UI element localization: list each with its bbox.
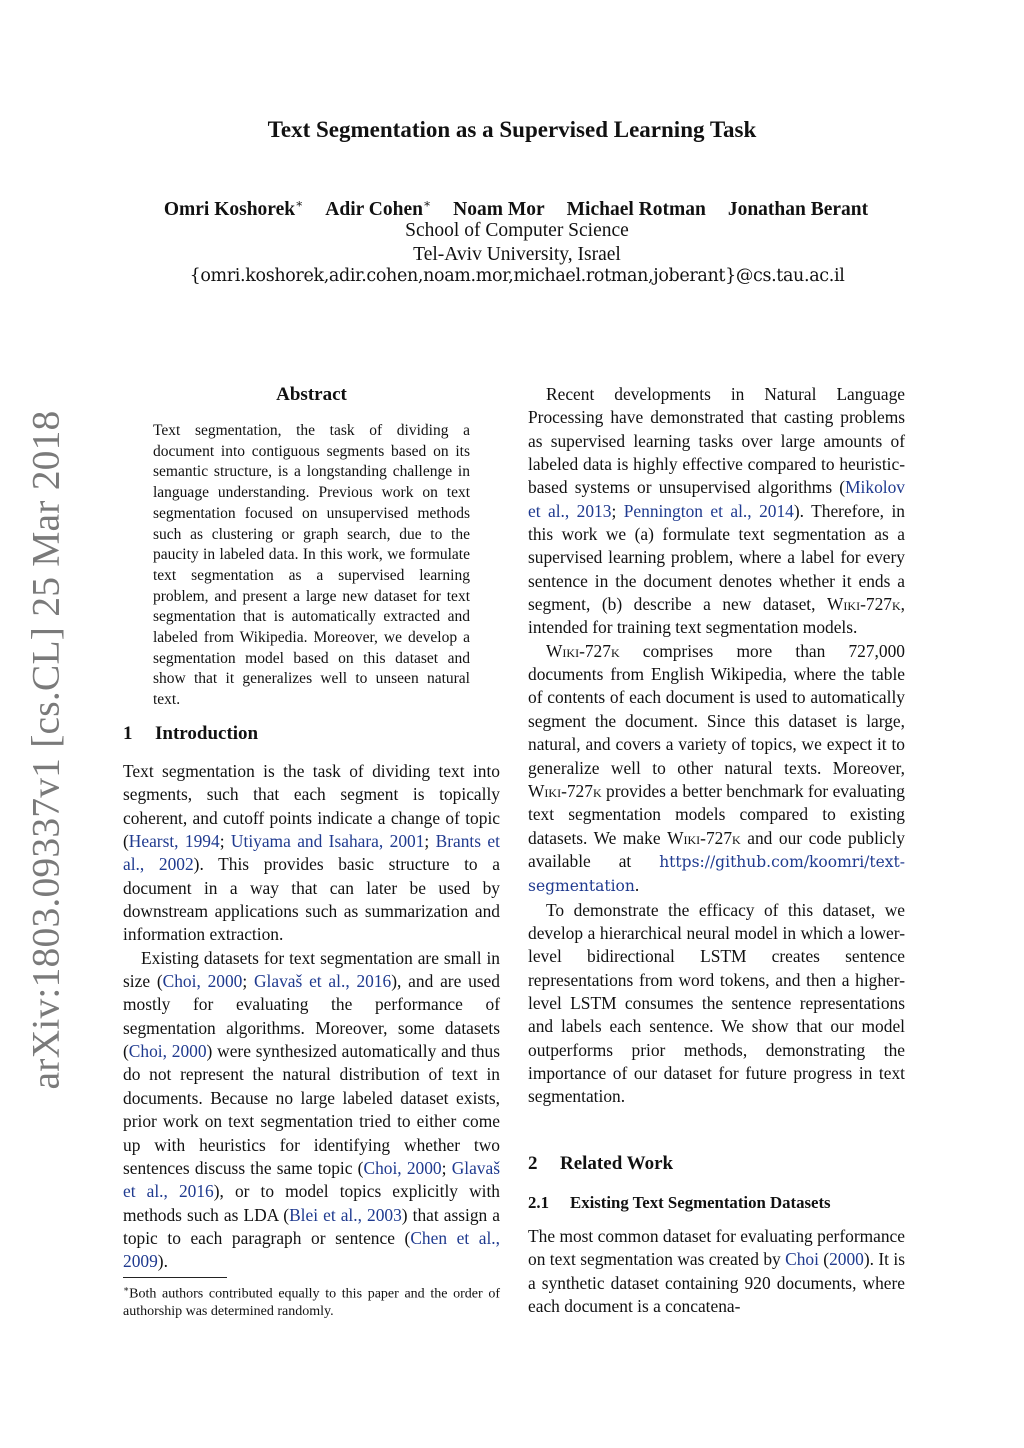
paper-title: Text Segmentation as a Supervised Learning Task [267, 117, 757, 142]
paragraph: The most common dataset for evaluating performance on text segmentation was created by Choi (2000). It is a synthetic dataset containing 920 documents, where each document is a concatena- [528, 1226, 905, 1317]
citation-link[interactable]: Glavaš et al., 2016 [254, 971, 392, 992]
paragraph: Existing datasets for text segmentation are small in size (Choi, 2000; Glavaš et al., 2016), and are used mostly for evaluating the performance of segmentation algorithms. Moreover, some datasets (Choi, 2000) were synthesized automatically and thus do not represent the natural distribution of text in documents. Because no large labeled dataset exists, prior work on text segmentation tried to either come up with heuristics for identifying whether two sentences discuss the same topic (Choi, 2000; Glavaš et al., 2016), or to model topics explicitly with methods such as LDA (Blei et al., 2003) that assign a topic to each paragraph or sentence (Chen et al., 2009). [123, 947, 501, 1272]
citation-link[interactable]: Choi, 2000 [162, 971, 243, 992]
dataset-name: Wiki-727k [667, 827, 741, 848]
paragraph: Text segmentation is the task of dividing text into segments, such that each segment is topically coherent, and cutoff points indicate a change of topic (Hearst, 1994; Utiyama and Isahara, 2001; Brants et al., 2002). This provides basic structure to a document in a way that can later be used by downstream applications such as summarization and information extraction. [123, 761, 500, 945]
author-name: Omri Koshorek∗ [163, 196, 304, 220]
paragraph: Recent developments in Natural Language Processing have demonstrated that casting problems as supervised learning tasks over large amounts of labeled data is highly effective compared to heuristic-based systems or unsupervised algorithms (Mikolov et al., 2013; Pennington et al., 2014). Therefore, in this work we (a) formulate text segmentation as a supervised learning problem, where a label for every sentence in the document denotes whether it ends a segment, (b) describe a new dataset, Wiki-727k, intended for training text segmentation models. [528, 384, 905, 638]
paragraph: To demonstrate the efficacy of this dataset, we develop a hierarchical neural model in which a lower-level bidirectional LSTM creates sentence representations from word tokens, and then a higher-level LSTM consumes the sentence representations and labels each sentence. We show that our model outperforms prior methods, demonstrating the importance of our dataset for future progress in text segmentation. [528, 899, 905, 1107]
abstract-heading: Abstract [276, 384, 347, 405]
citation-link[interactable]: 2000 [829, 1249, 864, 1270]
affiliation-university: Tel-Aviv University, Israel [413, 244, 621, 265]
citation-link[interactable]: Utiyama and Isahara, 2001 [230, 831, 425, 852]
citation-link[interactable]: Chen et al., 2009 [123, 1227, 501, 1272]
dataset-name: Wiki-727k [546, 640, 620, 661]
citation-link[interactable]: Glavaš et al., 2016 [123, 1157, 500, 1202]
citation-link[interactable]: Blei et al., 2003 [289, 1204, 402, 1225]
citation-link[interactable]: Pennington et al., 2014 [623, 500, 794, 521]
arxiv-identifier: arXiv:1803.09337v1 [cs.CL] 25 Mar 2018 [23, 410, 68, 1090]
section-heading-introduction: 1 Introduction [123, 723, 259, 744]
abstract-text: Text segmentation, the task of dividing a document into contiguous segments based on its semantic structure, is a longstanding challenge in language understanding. Previous work on text segmentation focused on unsupervised methods such as clustering or graph search, due to the paucity in labeled data. In this work, we formulate text segmentation as a supervised learning problem, and present a large new dataset for text segmentation that is automatically extracted and labeled from Wikipedia. Moreover, we develop a segmentation model based on this dataset and show that it generalizes well to unseen natural text. [153, 422, 470, 709]
author-list [0, 196, 1024, 221]
citation-link[interactable]: Mikolov et al., 2013 [528, 477, 905, 521]
footnote: ∗Both authors contributed equally to this paper and the order of authorship was determined randomly. [123, 1284, 500, 1319]
footnote-rule [123, 1277, 227, 1278]
author-name: Michael Rotman [566, 198, 706, 220]
author-name: Noam Mor [453, 198, 545, 220]
right-column-body [528, 383, 905, 1109]
citation-link[interactable]: Choi [785, 1249, 819, 1270]
author-emails: {omri.koshorek,adir.cohen,noam.mor,michael.rotman,joberant}@cs.tau.ac.il [189, 266, 845, 286]
dataset-name: Wiki-727k [528, 780, 602, 801]
dataset-name: Wiki-727k [827, 594, 901, 615]
citation-link[interactable]: Brants et al., 2002 [123, 831, 500, 875]
github-link[interactable]: https://github.com/koomri/text-segmentation [528, 852, 905, 896]
citation-link[interactable]: Choi, 2000 [363, 1157, 442, 1178]
related-work-body [528, 1225, 905, 1318]
introduction-body [123, 760, 500, 1274]
paragraph: Wiki-727k comprises more than 727,000 documents from English Wikipedia, where the table of contents of each document is used to automatically segment the document. Since this dataset is large, natural, and covers a variety of topics, we expect it to generalize well to other natural texts. Moreover, Wiki-727k provides a better benchmark for evaluating text segmentation models compared to existing datasets. We make Wiki-727k and our code publicly available at https://github.com/koomri/text-segmentation. [528, 640, 905, 896]
affiliation-department: School of Computer Science [405, 220, 629, 241]
section-heading-related-work: 2 Related Work [528, 1153, 674, 1174]
arxiv-stamp [14, 410, 76, 1090]
citation-link[interactable]: Hearst, 1994 [128, 831, 220, 852]
citation-link[interactable]: Choi, 2000 [128, 1041, 207, 1062]
subsection-heading-datasets: 2.1 Existing Text Segmentation Datasets [528, 1193, 831, 1212]
author-name: Jonathan Berant [727, 198, 869, 220]
author-name: Adir Cohen∗ [325, 196, 432, 220]
